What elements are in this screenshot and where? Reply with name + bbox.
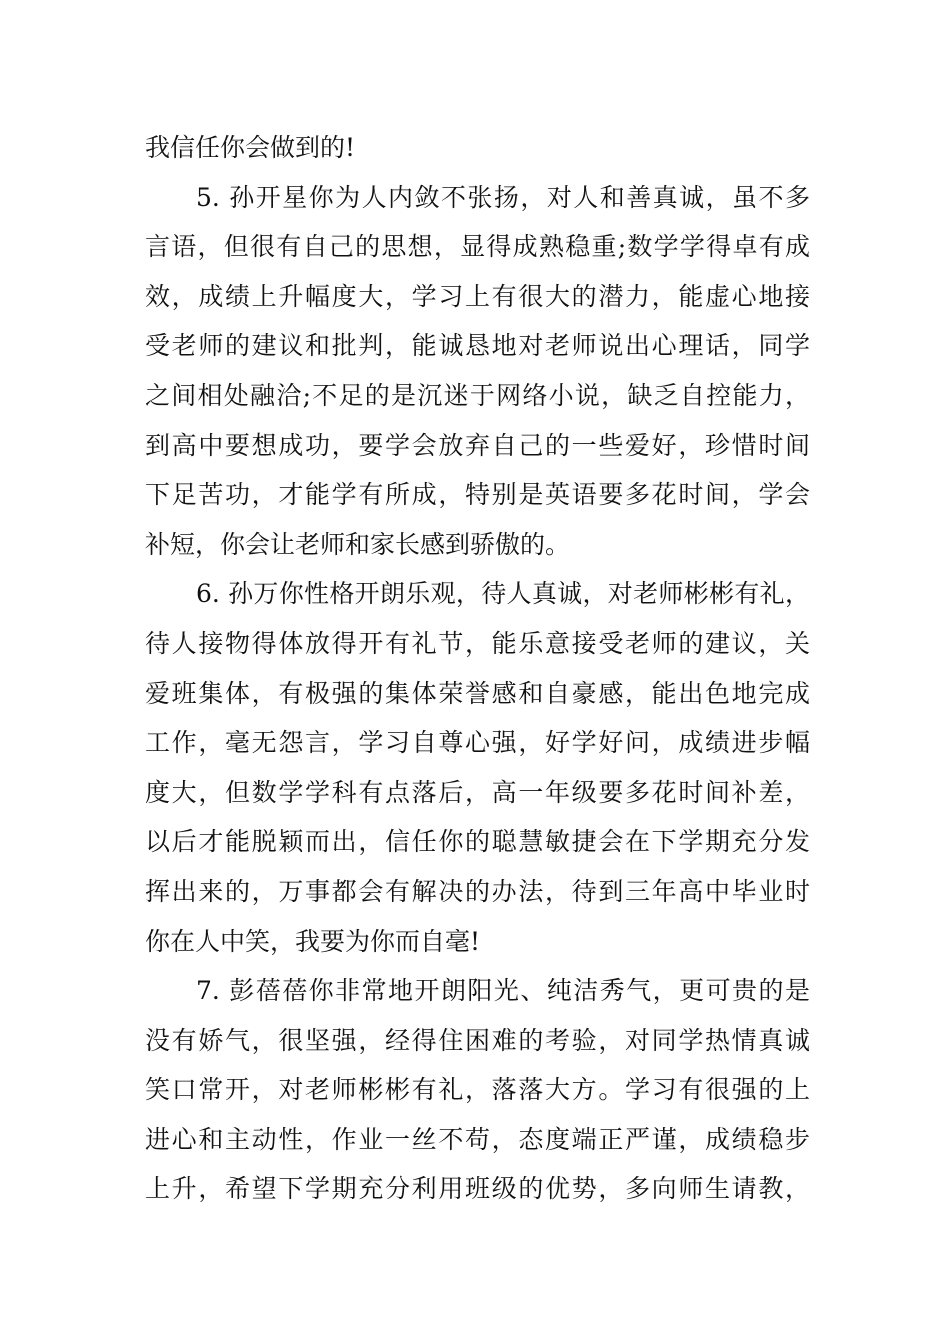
text-line: 效，成绩上升幅度大，学习上有很大的潜力，能虚心地接 [145, 281, 810, 311]
text-line: 以后才能脱颖而出，信任你的聪慧敏捷会在下学期充分发 [145, 827, 810, 857]
text-line: 没有娇气，很坚强，经得住困难的考验，对同学热情真诚 [145, 1025, 810, 1055]
paragraph-first-line: 5. 孙开星你为人内敛不张扬，对人和善真诚，虽不多 [196, 182, 810, 212]
text-line: 下足苦功，才能学有所成，特别是英语要多花时间，学会 [145, 480, 810, 510]
document-body [145, 128, 810, 1219]
text-line: 笑口常开，对老师彬彬有礼，落落大方。学习有很强的上 [145, 1075, 810, 1105]
text-line: 挥出来的，万事都会有解决的办法，待到三年高中毕业时 [145, 876, 810, 906]
text-line: 上升，希望下学期充分利用班级的优势，多向师生请教， [145, 1174, 810, 1204]
text-line: 之间相处融洽;不足的是沉迷于网络小说，缺乏自控能力， [145, 380, 810, 410]
text-line: 到高中要想成功，要学会放弃自己的一些爱好，珍惜时间 [145, 430, 810, 460]
text-line: 你在人中笑，我要为你而自毫! [145, 926, 481, 956]
paragraph-first-line: 7. 彭蓓蓓你非常地开朗阳光、纯洁秀气，更可贵的是 [196, 976, 810, 1006]
text-line: 爱班集体，有极强的集体荣誉感和自豪感，能出色地完成 [145, 678, 810, 708]
text-line: 言语，但很有自己的思想，显得成熟稳重;数学学得卓有成 [145, 232, 810, 262]
text-line: 进心和主动性，作业一丝不苟，态度端正严谨，成绩稳步 [145, 1124, 810, 1154]
text-line: 补短，你会让老师和家长感到骄傲的。 [145, 529, 571, 559]
text-line: 受老师的建议和批判，能诚恳地对老师说出心理话，同学 [145, 331, 810, 361]
text-line: 我信任你会做到的! [145, 133, 356, 162]
text-line: 待人接物得体放得开有礼节，能乐意接受老师的建议，关 [145, 628, 810, 658]
text-line: 工作，毫无怨言，学习自尊心强，好学好问，成绩进步幅 [145, 728, 810, 758]
paragraph-first-line: 6. 孙万你性格开朗乐观，待人真诚，对老师彬彬有礼， [196, 579, 810, 609]
text-line: 度大，但数学学科有点落后，高一年级要多花时间补差， [145, 777, 810, 807]
